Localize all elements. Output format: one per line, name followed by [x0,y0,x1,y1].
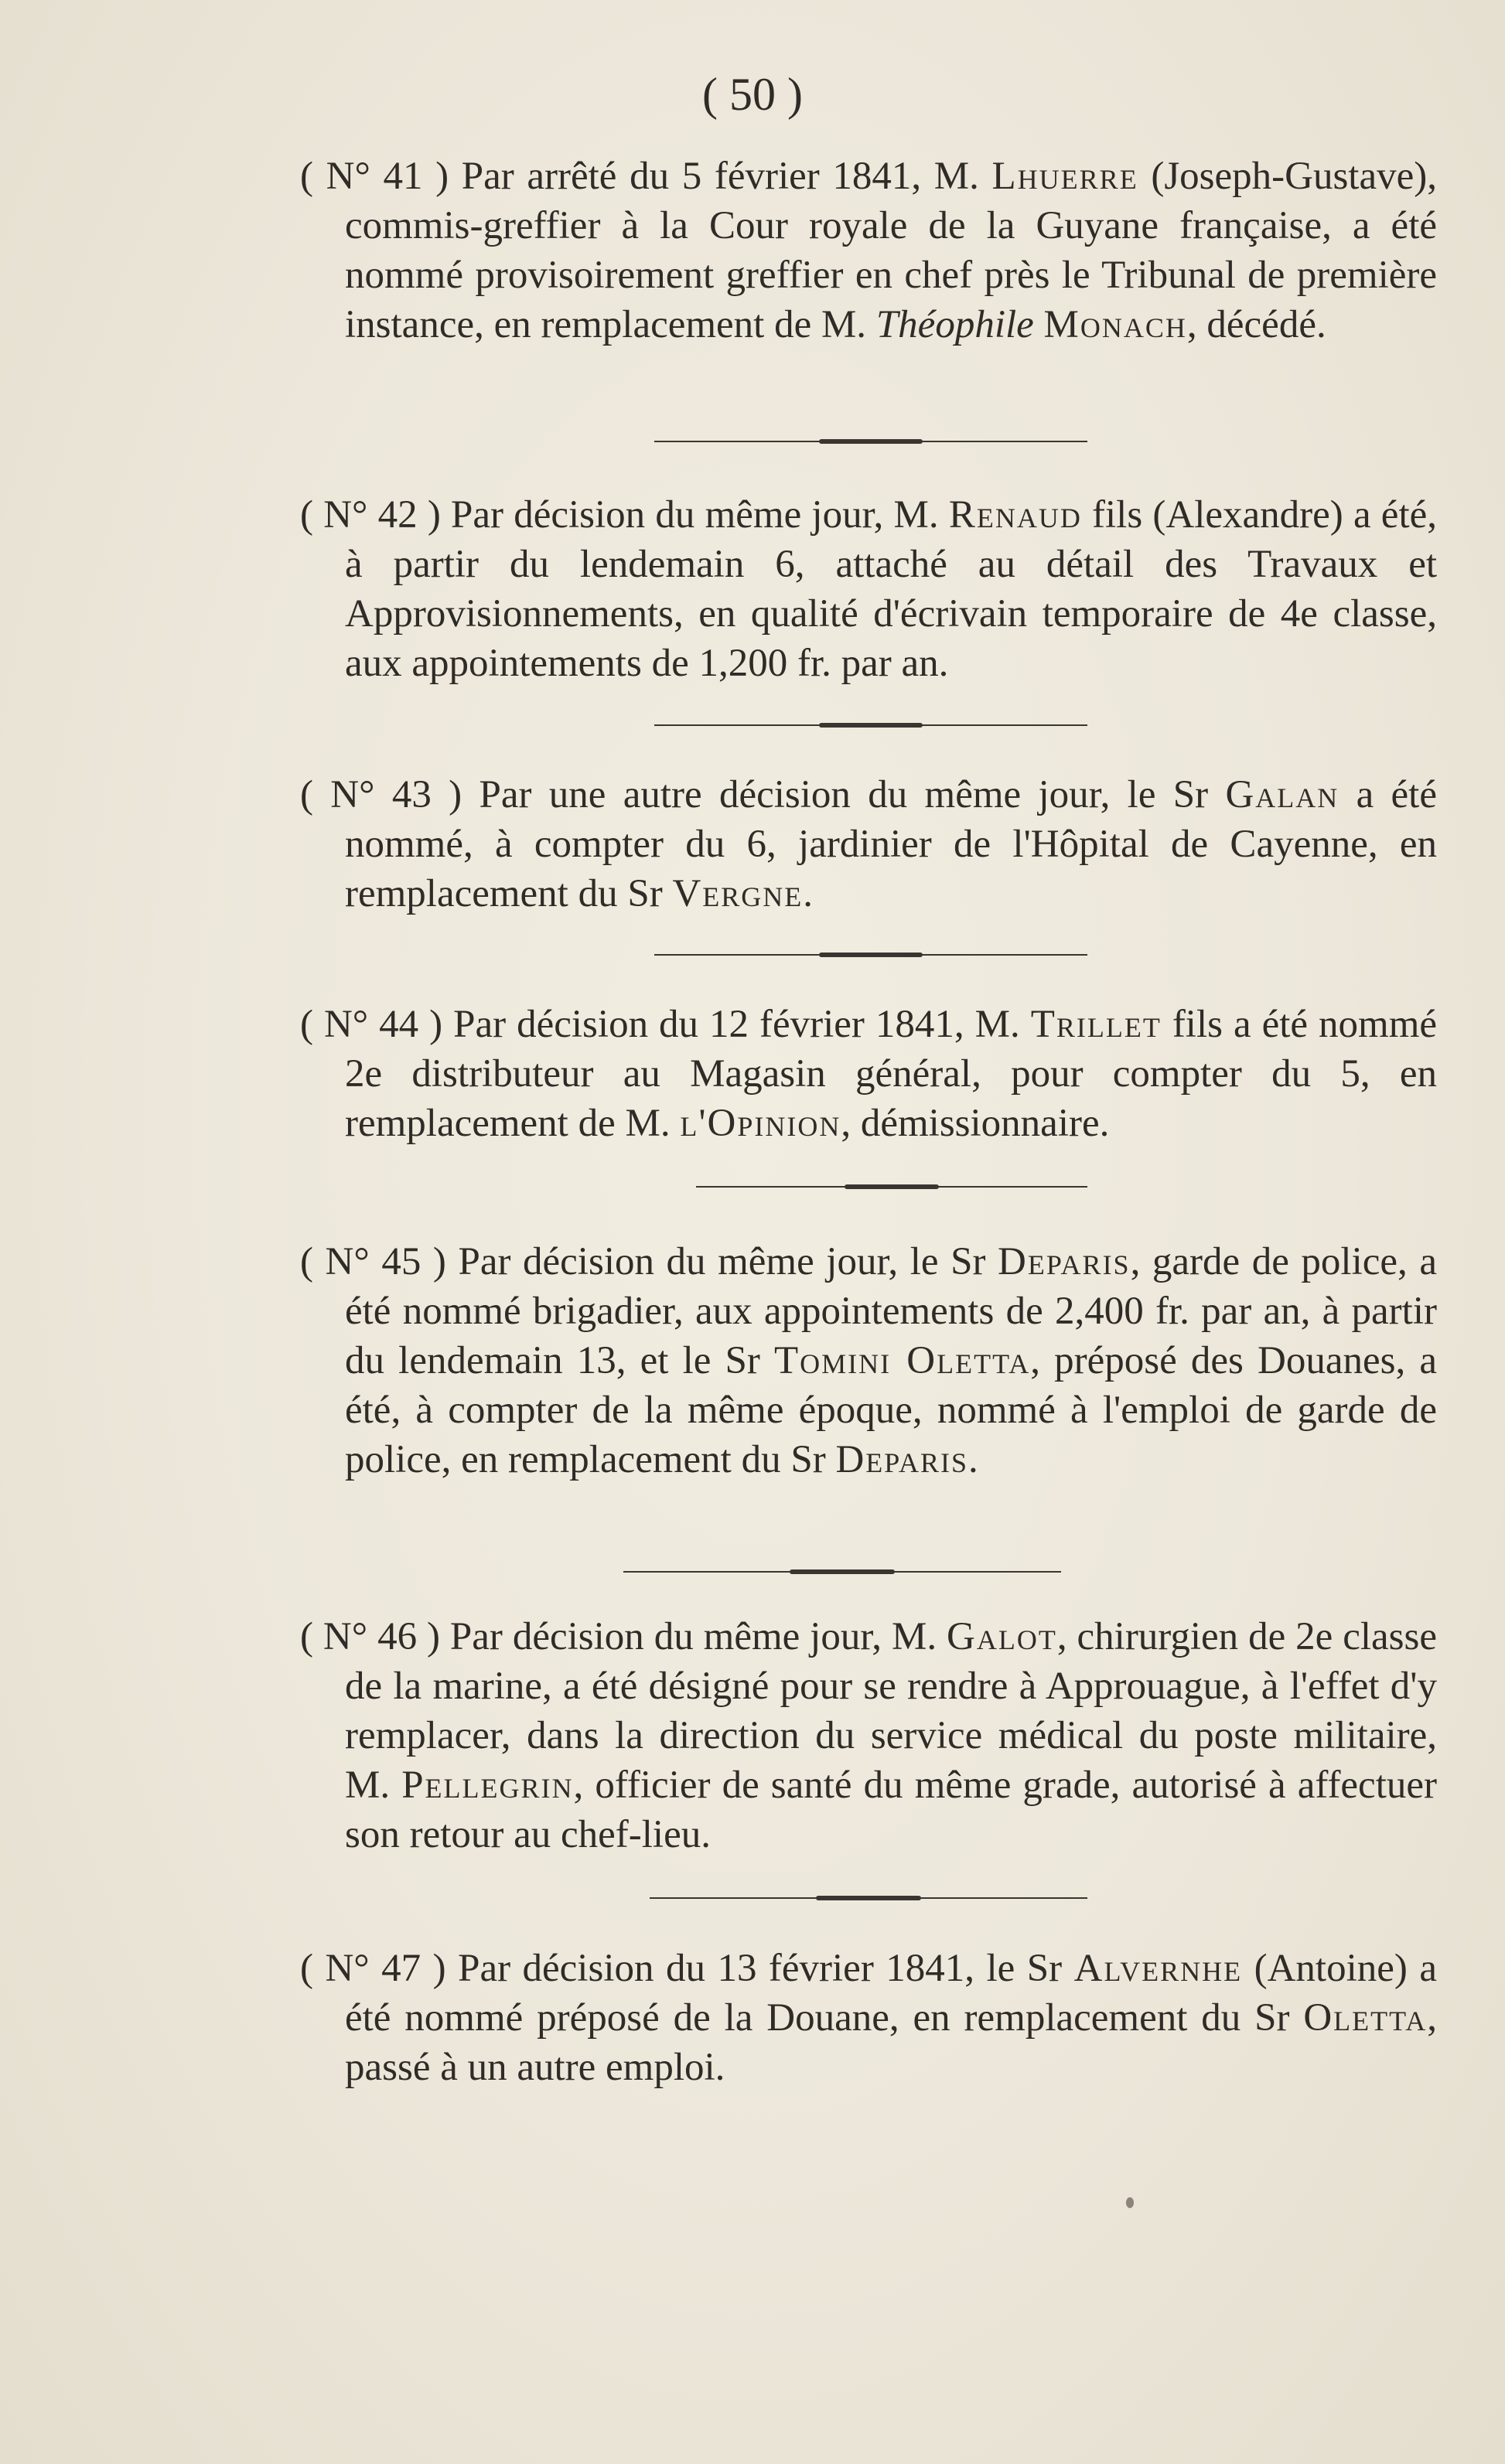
person-name: Galot [947,1615,1057,1658]
person-name: Deparis [835,1438,968,1481]
person-name: Pellegrin [401,1764,574,1807]
entry-number: ( N° 45 ) [300,1240,446,1283]
separator-rule [650,1896,1087,1900]
separator-rule [654,439,1087,444]
entry-46: ( N° 46 ) Par décision du même jour, M. Galot, chirurgien de 2e classe de la marine, a été désigné pour se rendre à Approuague, à l'effet d'y remplacer, dans la direction du service médical du poste militaire, M. Pellegrin, officier de santé du même grade, autorisé à affectuer son retour au chef-lieu. [300,1615,1437,1856]
separator-rule [623,1569,1061,1574]
person-name: Renaud [948,493,1082,537]
person-name: l'Opinion [680,1102,841,1145]
person-name: Deparis [998,1240,1131,1283]
person-name: Vergne [672,872,804,915]
entry-number: ( N° 47 ) [300,1947,446,1990]
separator-rule [696,1184,1087,1189]
separator-rule [654,723,1087,728]
paper-speck [1126,2197,1134,2208]
person-name: Monach [1043,303,1187,346]
entry-45: ( N° 45 ) Par décision du même jour, le Sr Deparis, garde de police, a été nommé brigadier, aux appointements de 2,400 fr. par an, à partir du lendemain 13, et le Sr Tomini Oletta, préposé des Douanes, a été, à compter de la même époque, nommé à l'emploi de garde de police, en remplacement du Sr Deparis. [300,1240,1437,1481]
entry-number: ( N° 42 ) [300,493,441,537]
entry-43: ( N° 43 ) Par une autre décision du même jour, le Sr Galan a été nommé, à compter du 6, jardinier de l'Hôpital de Cayenne, en remplacement du Sr Vergne. [300,773,1437,915]
page-number: ( 50 ) [702,69,803,120]
entry-number: ( N° 43 ) [300,773,462,816]
entry-47: ( N° 47 ) Par décision du 13 février 1841, le Sr Alvernhe (Antoine) a été nommé préposé de la Douane, en remplacement du Sr Oletta, passé à un autre emploi. [300,1947,1437,2089]
entry-44: ( N° 44 ) Par décision du 12 février 1841, M. Trillet fils a été nommé 2e distributeur au Magasin général, pour compter du 5, en remplacement de M. l'Opinion, démissionnaire. [300,1003,1437,1145]
entry-number: ( N° 44 ) [300,1003,443,1046]
separator-rule [654,953,1087,957]
entry-42: ( N° 42 ) Par décision du même jour, M. Renaud fils (Alexandre) a été, à partir du lendemain 6, attaché au détail des Travaux et Approvisionnements, en qualité d'écrivain temporaire de 4e classe, aux appointements de 1,200 fr. par an. [300,493,1438,685]
entry-number: ( N° 46 ) [300,1615,440,1658]
person-name: Oletta [1303,1996,1428,2040]
person-name: Alvernhe [1073,1947,1243,1990]
person-name: Tomini Oletta [774,1339,1031,1382]
person-name: Trillet [1030,1003,1162,1046]
person-name: Lhuerre [991,155,1138,198]
entry-number: ( N° 41 ) [300,155,449,198]
entry-41: ( N° 41 ) Par arrêté du 5 février 1841, M. Lhuerre (Joseph-Gustave), commis-greffier à la Cour royale de la Guyane française, a été nommé provisoirement greffier en chef près le Tribunal de première instance, en remplacement de M. Théophile Monach, décédé. [300,155,1437,346]
person-name: Galan [1225,773,1339,816]
